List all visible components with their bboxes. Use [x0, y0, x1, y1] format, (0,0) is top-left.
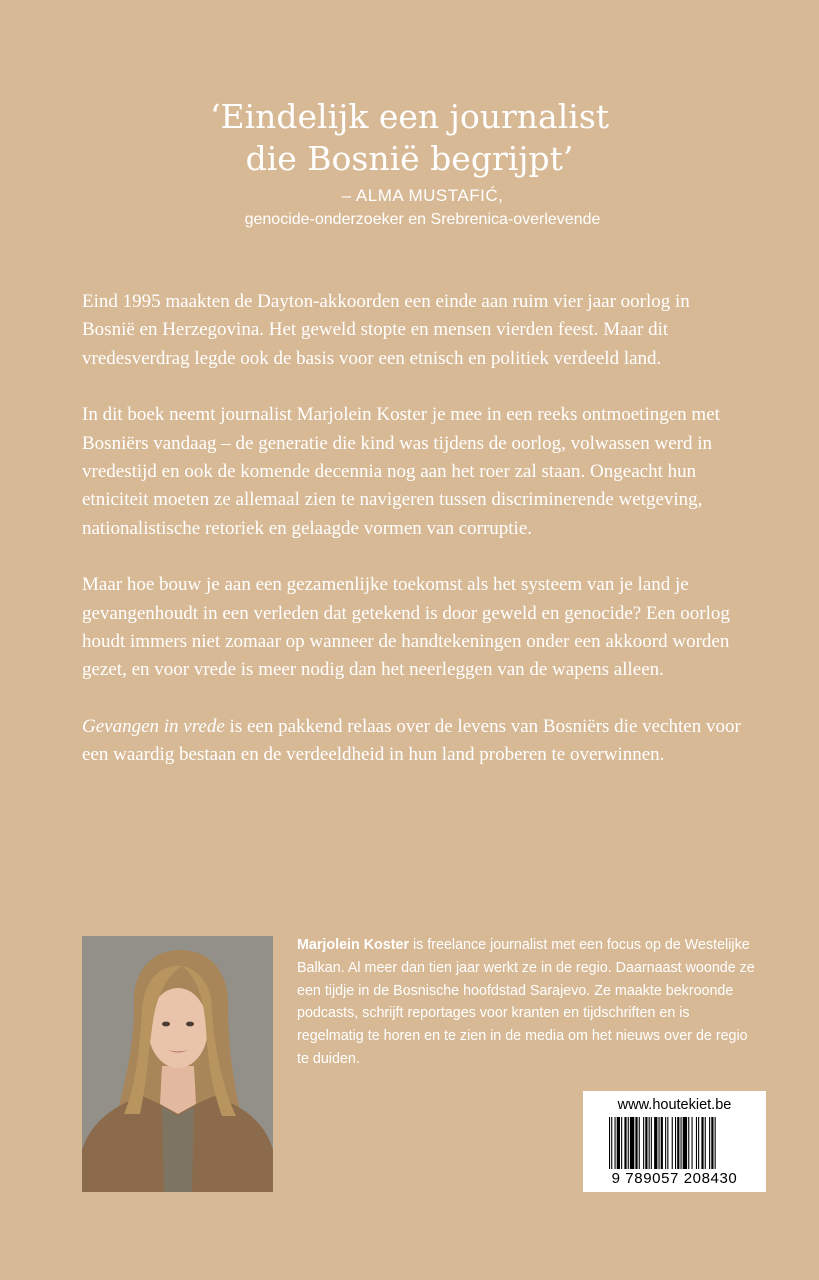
barcode-bar: [635, 1117, 637, 1169]
barcode-bar: [677, 1117, 679, 1169]
author-name: Marjolein Koster: [297, 937, 410, 953]
barcode-bar: [617, 1117, 620, 1169]
blurb-paragraph-4: [82, 713, 742, 770]
attribution-name: – ALMA MUSTAFIĆ,: [341, 186, 504, 205]
quote-attribution: [0, 184, 819, 232]
barcode-bar: [639, 1117, 640, 1169]
barcode-bar: [615, 1117, 616, 1169]
cover-quote: [0, 96, 819, 180]
barcode-bar: [675, 1117, 676, 1169]
barcode-bar: [624, 1117, 626, 1169]
isbn-number: 9 789057 208430: [611, 1170, 738, 1187]
barcode-bar: [709, 1117, 710, 1169]
barcode-bar: [645, 1117, 647, 1169]
barcode-bar: [654, 1117, 657, 1169]
barcode-bar: [661, 1117, 663, 1169]
barcode-bar: [715, 1117, 716, 1169]
barcode-label: [583, 1091, 766, 1192]
barcode-bar: [672, 1117, 673, 1169]
author-portrait-image: [82, 936, 273, 1192]
quote-line-1: ‘Eindelijk een journalist: [209, 97, 610, 136]
barcode-bar: [621, 1117, 622, 1169]
blurb-paragraph-1: Eind 1995 maakten de Dayton-akkoorden een einde aan ruim vier jaar oorlog in Bosnië en Herzegovina. Het geweld stopte en mensen vierden feest. Maar dit vredesverdrag legde ook de basis voor een etnisch en politiek verdeeld land.: [82, 291, 690, 369]
barcode-bar: [659, 1117, 660, 1169]
barcode-bar: [628, 1117, 629, 1169]
author-bio-text: is freelance journalist met een focus op de Westelijke Balkan. Al meer dan tien jaar werkt ze in de regio. Daarnaast woonde ze een tijdje in de Bosnische hoofdstad Sarajevo. Ze maakte bekroonde podcasts, schrijft reportages voor kranten en tijdschriften en is regelmatig te horen en te zien in de media om het nieuws over de regio te duiden.: [297, 937, 755, 1067]
barcode-bar: [665, 1117, 666, 1169]
barcode-bar: [698, 1117, 699, 1169]
barcode-bar: [711, 1117, 713, 1169]
quote-line-2: die Bosnië begrijpt’: [245, 139, 574, 178]
barcode-bar: [701, 1117, 703, 1169]
barcode-bar: [705, 1117, 706, 1169]
attribution-role: genocide-onderzoeker en Srebrenica-overlevende: [244, 211, 601, 228]
barcode-bar: [611, 1117, 612, 1169]
barcode-bar: [609, 1117, 610, 1169]
blurb-paragraph-4-text: is een pakkend relaas over de levens van Bosniërs die vechten voor een waardig bestaan en de verdeeldheid in hun land proberen te overwinnen.: [82, 715, 741, 766]
book-title: Gevangen in vrede: [82, 715, 225, 737]
author-photo: [82, 936, 273, 1192]
barcode-bar: [630, 1117, 634, 1169]
barcode-bar: [692, 1117, 693, 1169]
barcode-bar: [651, 1117, 652, 1169]
barcode-bar: [688, 1117, 689, 1169]
barcode-bar: [683, 1117, 687, 1169]
blurb-paragraph-3: Maar hoe bouw je aan een gezamenlijke toekomst als het systeem van je land je gevangenhoudt in een verleden dat getekend is door geweld en genocide? Een oorlog houdt immers niet zomaar op wanneer de handtekeningen onder een akkoord worden gezet, en voor vrede is meer nodig dan het neerleggen van de wapens alleen.: [82, 574, 730, 681]
blurb: [82, 288, 742, 798]
publisher-website: www.houtekiet.be: [617, 1097, 732, 1113]
barcode-bar: [696, 1117, 697, 1169]
isbn-barcode: [609, 1117, 745, 1169]
barcode-bar: [681, 1117, 682, 1169]
author-bio: [297, 934, 757, 1071]
barcode-bar: [643, 1117, 644, 1169]
barcode-bar: [667, 1117, 668, 1169]
barcode-bar: [649, 1117, 650, 1169]
blurb-paragraph-2: In dit boek neemt journalist Marjolein Koster je mee in een reeks ontmoetingen met Bosniërs vandaag – de generatie die kind was tijdens de oorlog, volwassen werd in vredestijd en ook de komende decennia nog aan het roer zal staan. Ongeacht hun etniciteit moeten ze allemaal zien te navigeren tussen discriminerende wetgeving, nationalistische retoriek en gelaagde vormen van corruptie.: [82, 404, 720, 539]
